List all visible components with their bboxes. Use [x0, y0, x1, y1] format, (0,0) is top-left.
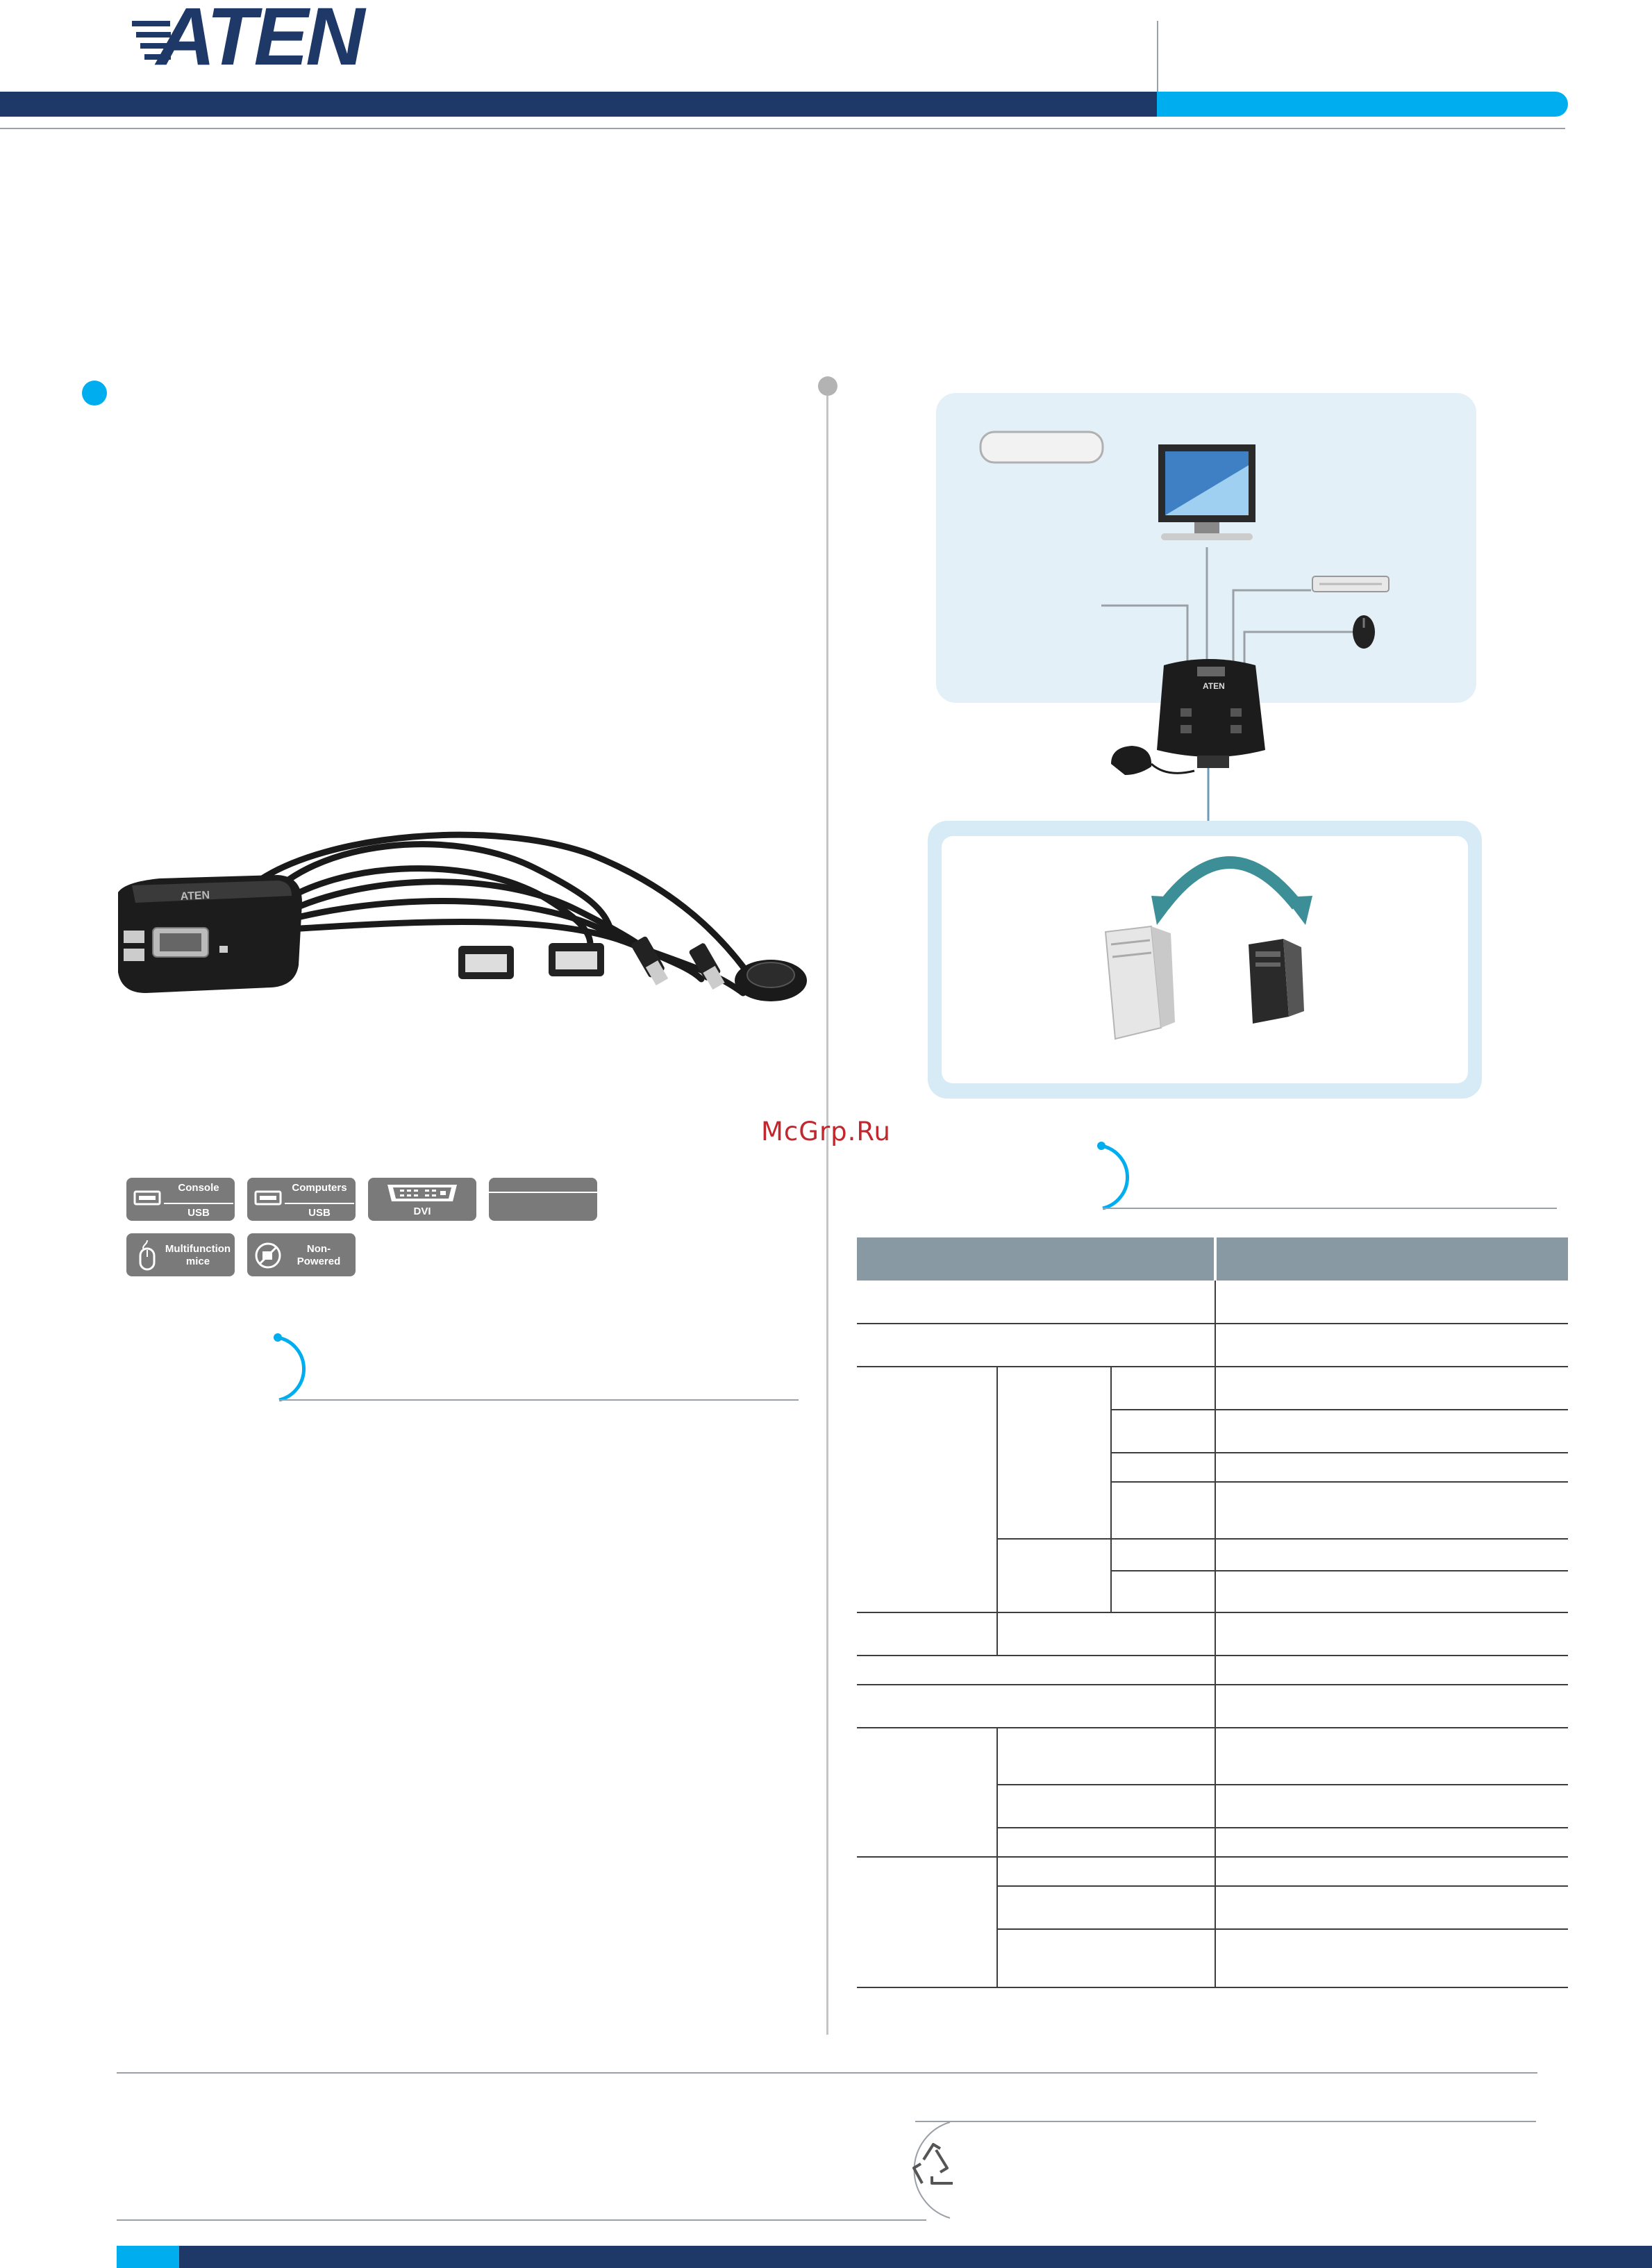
badge-computers-label: Computers: [292, 1182, 347, 1194]
section-heading-arc-right: [1092, 1139, 1557, 1211]
footer-rule-right: [915, 2121, 1536, 2122]
recycle-icon: [881, 2119, 985, 2221]
badge-mice-label: [162, 1243, 233, 1268]
badge-multifunction-mice: [126, 1233, 235, 1276]
badge-blank-rule: [489, 1192, 597, 1193]
mouse-icon: [132, 1239, 162, 1271]
section-bullet-grey: [818, 376, 837, 396]
badge-mice-line1: Multifunction: [165, 1243, 231, 1255]
badge-nonpowered-line1: Non-: [306, 1243, 331, 1255]
keyboard-icon: [1312, 576, 1389, 592]
badge-blank: [489, 1178, 597, 1221]
badge-console-usb: [126, 1178, 235, 1221]
badge-mice-line2: mice: [185, 1256, 210, 1267]
badge-non-powered: [247, 1233, 356, 1276]
section-heading-arc-left: [264, 1331, 806, 1407]
watermark: McGrp.Ru: [761, 1117, 891, 1146]
footer-bar-cyan: [117, 2246, 179, 2268]
badge-computers-usb: [247, 1178, 356, 1221]
badge-console-label: Console: [178, 1182, 219, 1194]
badge-nonpowered-label: [283, 1243, 354, 1268]
usb-port-icon: [132, 1183, 162, 1215]
footer-rule-left: [117, 2219, 926, 2221]
mini-pc-icon: [1249, 939, 1304, 1024]
usb-port-icon: [253, 1183, 283, 1215]
badge-console-sub: USB: [164, 1203, 233, 1219]
header-rule: [0, 128, 1565, 129]
connection-diagram: [903, 389, 1528, 1111]
product-photo: [104, 826, 819, 1049]
footer-rule-top: [117, 2072, 1537, 2074]
badge-dvi-label: DVI: [413, 1206, 431, 1217]
brand-logo-text: ATEN: [156, 0, 362, 83]
dvi-port-icon: [383, 1182, 461, 1204]
badge-nonpowered-line2: Powered: [297, 1256, 341, 1267]
badge-dvi: [368, 1178, 476, 1221]
badge-computers-sub: USB: [285, 1203, 354, 1219]
spec-table: [857, 1237, 1568, 1992]
column-divider: [826, 396, 828, 2035]
header-bar-navy: [0, 92, 1157, 117]
tower-pc-icon: [1105, 926, 1175, 1039]
header-divider: [1157, 21, 1158, 92]
svg-text:ATEN: ATEN: [180, 889, 210, 903]
section-bullet-blue: [82, 381, 107, 406]
footer-bar-navy: [179, 2246, 1652, 2268]
non-powered-icon: [253, 1239, 283, 1271]
header-bar-cyan: [1157, 92, 1568, 117]
svg-text:ATEN: ATEN: [1203, 681, 1225, 691]
mouse-small-icon: [1353, 615, 1375, 649]
kvm-switch-icon: [1157, 659, 1265, 768]
